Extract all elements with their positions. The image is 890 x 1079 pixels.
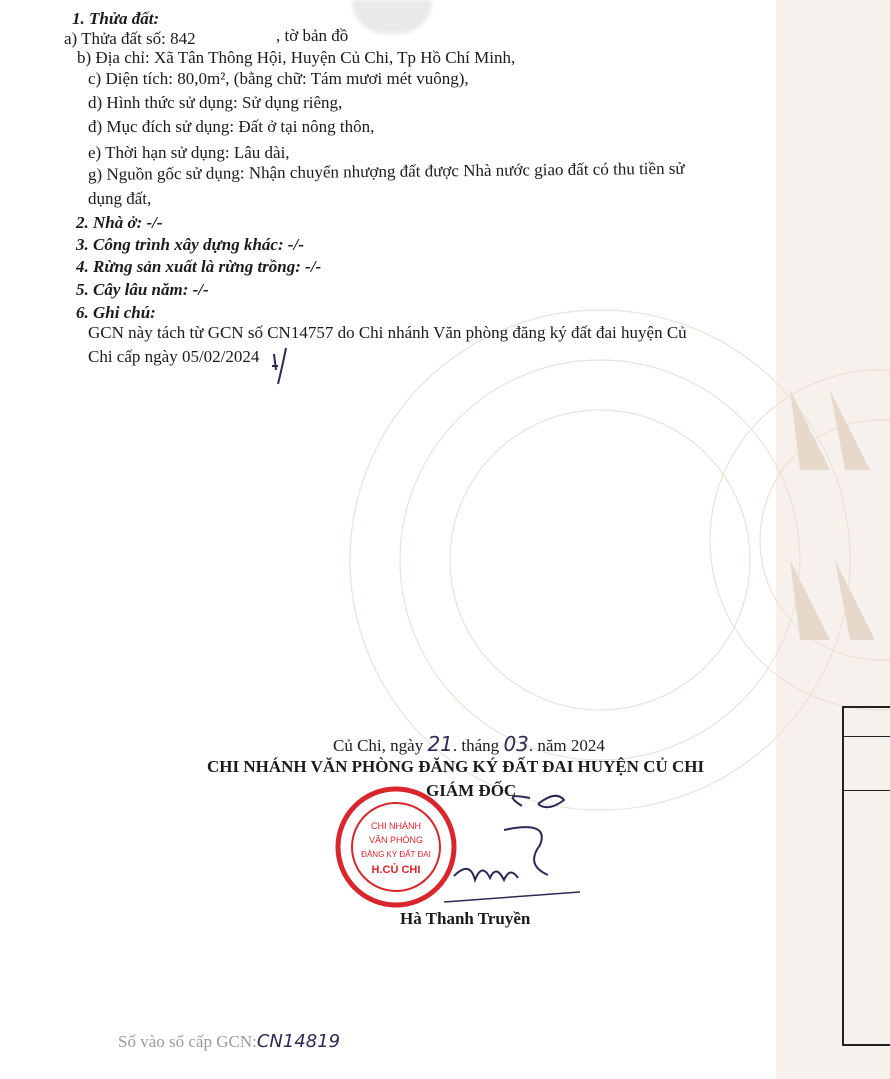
date-day: 21 xyxy=(427,732,453,756)
origin-line-1: g) Nguồn gốc sử dụng: Nhận chuyển nhượng đất được Nhà nước giao đất có thu tiền sử xyxy=(87,158,685,184)
signer-name: Hà Thanh Truyền xyxy=(400,909,531,928)
date-month: 03 xyxy=(503,732,529,756)
issuing-office: CHI NHÁNH VĂN PHÒNG ĐĂNG KÝ ĐẤT ĐAI HUYỆN CỦ CHI xyxy=(207,757,705,776)
registry-number: CN14819 xyxy=(256,1031,341,1052)
notes-heading: 6. Ghi chú: xyxy=(76,303,156,322)
house-line: 2. Nhà ở: -/- xyxy=(76,213,163,232)
stamp-line-2: VĂN PHÒNG xyxy=(368,835,424,845)
stamp-line-4: H.CỦ CHI xyxy=(371,864,421,876)
side-table-row-divider xyxy=(844,736,890,737)
registry-number-line xyxy=(118,1033,340,1051)
date-year: . năm 2024 xyxy=(528,736,605,755)
perennial-trees-line: 5. Cây lâu năm: -/- xyxy=(76,280,209,299)
address-line: b) Địa chỉ: Xã Tân Thông Hội, Huyện Củ Chi, Tp Hồ Chí Minh, xyxy=(77,48,516,67)
signature xyxy=(430,790,580,910)
note-line-1: GCN này tách từ GCN số CN14757 do Chi nhánh Văn phòng đăng ký đất đai huyện Củ xyxy=(88,323,687,342)
stamp-line-1: CHI NHÁNH xyxy=(370,821,422,831)
side-table xyxy=(842,706,890,1046)
month-prefix: . tháng xyxy=(452,736,500,755)
map-sheet-label: , tờ bản đồ xyxy=(276,26,349,45)
section1-heading: 1. Thửa đất: xyxy=(72,9,160,28)
area-line: c) Diện tích: 80,0m², (bằng chữ: Tám mươi mét vuông), xyxy=(88,69,469,88)
date-prefix: Củ Chi, ngày xyxy=(333,736,424,755)
production-forest-line: 4. Rừng sản xuất là rừng trồng: -/- xyxy=(76,257,322,276)
usage-form-line: d) Hình thức sử dụng: Sử dụng riêng, xyxy=(88,93,343,112)
other-construction-line: 3. Công trình xây dựng khác: -/- xyxy=(76,235,304,254)
parcel-number: a) Thửa đất số: 842 xyxy=(64,29,196,48)
stamp-line-3: ĐĂNG KÝ ĐẤT ĐAI xyxy=(361,850,431,859)
handwritten-mark xyxy=(268,344,292,390)
origin-line-2: dụng đất, xyxy=(88,189,152,208)
registry-label: Số vào sổ cấp GCN: xyxy=(118,1032,257,1051)
usage-term-line: e) Thời hạn sử dụng: Lâu dài, xyxy=(88,143,290,162)
usage-purpose-line: đ) Mục đích sử dụng: Đất ở tại nông thôn, xyxy=(88,117,375,136)
date-line xyxy=(333,734,605,754)
side-table-row-divider xyxy=(844,790,890,791)
director-title: GIÁM ĐỐC xyxy=(426,781,517,800)
note-line-2: Chi cấp ngày 05/02/2024 xyxy=(88,347,260,366)
